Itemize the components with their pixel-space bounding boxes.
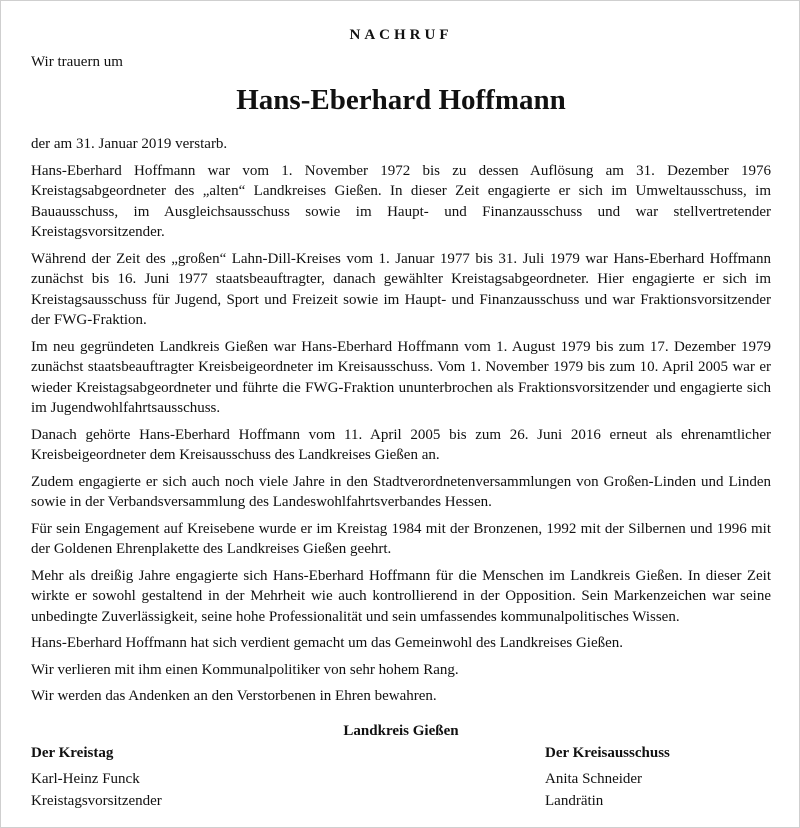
paragraph: der am 31. Januar 2019 verstarb. [31,136,228,152]
deceased-name: Hans-Eberhard Hoffmann [236,84,566,116]
paragraph: Hans-Eberhard Hoffmann hat sich verdient gemacht um das Gemeinwohl des Landkreises Gießen. [31,635,624,651]
intro-text: Wir trauern um [31,54,123,70]
signatory-name: Anita Schneider [545,771,643,787]
obituary-body [31,134,771,713]
paragraph: Während der Zeit des „großen“ Lahn-Dill-Kreises vom 1. Januar 1977 bis 31. Juli 1979 war Hans-Eberhard Hoffmann zunächst bis 16. Juni 1977 staatsbeauftragter, danach gewählter Kreistagsabgeordneter. Hier engagierte er sich im Kreistagsausschuss für Jugend, Sport und Freizeit sowie im Haupt- und Finanzausschuss und war Fraktionsvorsitzender der FWG-Fraktion. [31,250,771,328]
paragraph: Für sein Engagement auf Kreisebene wurde er im Kreistag 1984 mit der Bronzenen, 1992 mit der Silbernen und 1996 mit der Goldenen Ehrenplakette des Landkreises Gießen geehrt. [31,520,771,557]
paragraph: Hans-Eberhard Hoffmann war vom 1. November 1972 bis zu dessen Auflösung am 31. Dezember 1976 Kreistagsabgeordneter des „alten“ Landkreises Gießen. In dieser Zeit engagierte er sich im Umweltausschuss, im Bauausschuss, im Ausgleichsausschuss sowie im Haupt- und Finanzausschuss und war stellvertretender Kreistagsvorsitzender. [31,162,771,240]
signature-block-kreistag [31,742,162,812]
paragraph: Mehr als dreißig Jahre engagierte sich Hans-Eberhard Hoffmann für die Menschen im Landkreis Gießen. In dieser Zeit wirkte er sowohl gestaltend in der Mehrheit wie auch kontrollierend in der Opposition. Sein Markenzeichen war seine unbedingte Zuverlässigkeit, seine hohe Professionalität und sein umfassendes kommunalpolitisches Wissen. [31,567,771,625]
signatory-role: Landrätin [545,793,604,809]
paragraph: Zudem engagierte er sich auch noch viele Jahre in den Stadtverordnetenversammlungen von Großen-Linden und Linden sowie in der Verbandsversammlung des Landeswohlfahrtsverbandes Hessen. [31,473,771,510]
paragraph: Wir verlieren mit ihm einen Kommunalpolitiker von sehr hohem Rang. [31,661,459,678]
signatory-role: Kreistagsvorsitzender [31,793,162,809]
signatory-name: Karl-Heinz Funck [31,771,140,787]
paragraph: Danach gehörte Hans-Eberhard Hoffmann vom 11. April 2005 bis zum 26. Juni 2016 erneut als ehrenamtlicher Kreisbeigeordneter dem Kreisausschuss des Landkreises Gießen an. [31,426,771,463]
signature-organization: Landkreis Gießen [343,723,459,739]
paragraph: Wir werden das Andenken an den Verstorbenen in Ehren bewahren. [31,688,437,704]
signature-label: Der Kreistag [31,745,114,761]
signature-label: Der Kreisausschuss [545,745,670,761]
signature-block-kreisausschuss [545,742,670,812]
paragraph: Im neu gegründeten Landkreis Gießen war Hans-Eberhard Hoffmann vom 1. August 1979 bis zum 17. Dezember 1979 zunächst staatsbeauftragter Kreisbeigeordneter im Kreisausschuss. Vom 1. November 1979 bis zum 10. April 2005 war er wieder Kreistagsabgeordneter und führte die FWG-Fraktion ununterbrochen als Fraktionsvorsitzender und engagierte sich im Jugendwohlfahrtsausschuss. [31,338,771,416]
page-title: NACHRUF [349,27,453,43]
